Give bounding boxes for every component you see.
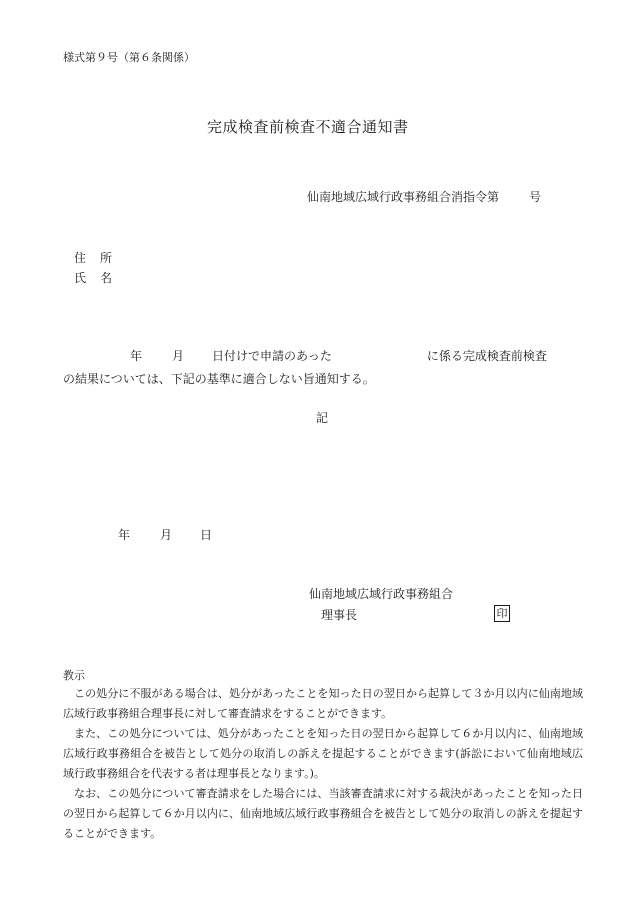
body-month: 月: [172, 349, 185, 363]
name-label-char-1: 氏: [74, 271, 87, 285]
body-regarding: に係る完成検査前検査: [426, 349, 547, 363]
form-number: 様式第９号（第６条関係）: [63, 51, 195, 64]
address-label-char-1: 住: [74, 251, 87, 265]
issuer-chair: 理事長: [321, 608, 358, 622]
address-label: [74, 252, 112, 264]
body-day-applied: 日付けで申請のあった: [212, 349, 332, 363]
instructions-paragraph-3: なお、この処分について審査請求をした場合には、当該審査請求に対する裁決があったことを知った日の翌日から起算して６か月以内に、仙南地域広域行政事務組合を被告として処分の取消しの訴えを提起することができます。: [63, 787, 583, 840]
instructions-title: 教示: [63, 669, 85, 682]
ki-heading: 記: [316, 411, 329, 425]
date-year: 年: [118, 528, 131, 542]
body-line-2: の結果については、下記の基準に適合しない旨通知する。: [63, 372, 375, 386]
document-number: [307, 191, 541, 203]
document-title: 完成検査前検査不適合通知書: [207, 118, 409, 136]
address-label-char-2: 所: [100, 251, 113, 265]
body-line-1: [130, 350, 547, 362]
document-number-prefix: 仙南地域広域行政事務組合消指令第: [307, 190, 500, 204]
name-label: [74, 272, 112, 284]
date-month: 月: [160, 528, 173, 542]
body-year: 年: [130, 349, 143, 363]
instructions-paragraph-1: この処分に不服がある場合は、処分があったことを知った日の翌日から起算して３か月以内に仙南地域広域行政事務組合理事長に対して審査請求をすることができます。: [63, 687, 583, 720]
issue-date: [118, 529, 212, 541]
seal-mark: 印: [494, 605, 510, 622]
document-number-suffix: 号: [529, 190, 542, 204]
date-day: 日: [200, 528, 213, 542]
instructions-paragraph-2: また、この処分については、処分があったことを知った日の翌日から起算して６か月以内に、仙南地域広域行政事務組合を被告として処分の取消しの訴えを提起することができます(訴訟において仙南地域広域行政事務組合を代表する者は理事長となります。)。: [63, 727, 583, 780]
name-label-char-2: 名: [100, 271, 113, 285]
issuer-organization: 仙南地域広域行政事務組合: [309, 587, 454, 601]
